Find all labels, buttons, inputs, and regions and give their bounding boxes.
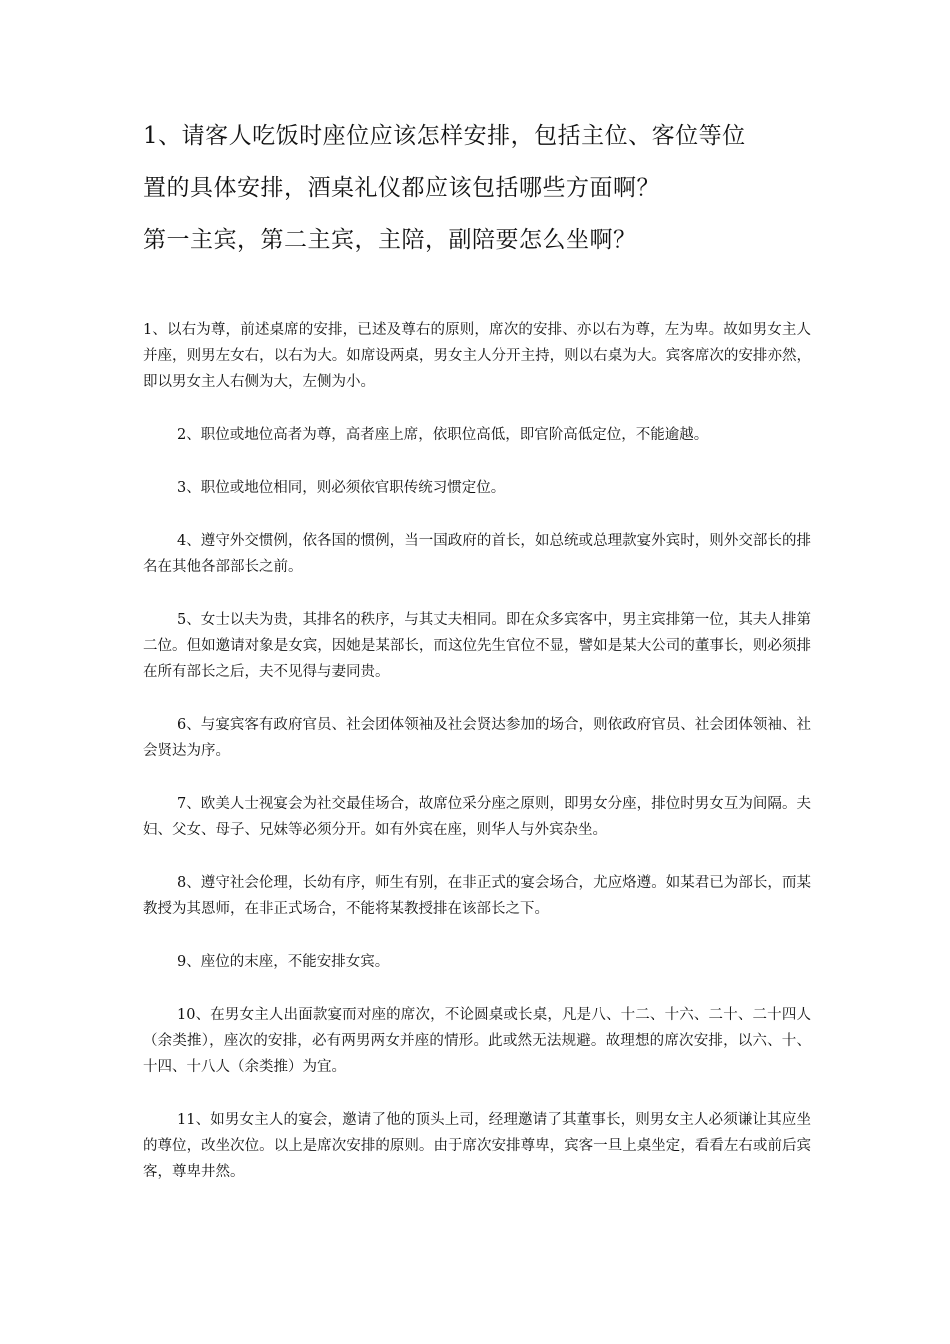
rule-paragraph-8: 8、遵守社会伦理，长幼有序，师生有别，在非正式的宴会场合，尤应烙遵。如某君已为部长，而某教授为其恩师，在非正式场合，不能将某教授排在该部长之下。	[143, 875, 811, 917]
rule-paragraph-9: 9、座位的末座，不能安排女宾。	[177, 954, 390, 970]
rule-paragraph-5: 5、女士以夫为贵，其排名的秩序，与其丈夫相同。即在众多宾客中，男主宾排第一位，其夫人排第二位。但如邀请对象是女宾，因她是某部长，而这位先生官位不显，譬如是某大公司的董事长，则必须排在所有部长之后，夫不见得与妻同贵。	[143, 612, 811, 680]
heading-line: 1、请客人吃饭时座位应该怎样安排，包括主位、客位等位	[143, 123, 746, 149]
rule-paragraph-11: 11、如男女主人的宴会，邀请了他的顶头上司，经理邀请了其董事长，则男女主人必须谦让其应坐的尊位，改坐次位。以上是席次安排的原则。由于席次安排尊卑，宾客一旦上桌坐定，看看左右或前后宾客，尊卑井然。	[143, 1112, 811, 1180]
heading-line: 置的具体安排，酒桌礼仪都应该包括哪些方面啊？	[143, 175, 660, 201]
rule-paragraph-6: 6、与宴宾客有政府官员、社会团体领袖及社会贤达参加的场合，则依政府官员、社会团体领袖、社会贤达为序。	[143, 717, 811, 759]
rule-paragraph-10: 10、在男女主人出面款宴而对座的席次，不论圆桌或长桌，凡是八、十二、十六、二十、二十四人（余类推），座次的安排，必有两男两女并座的情形。此或然无法规避。故理想的席次安排，以六、十、十四、十八人（余类推）为宜。	[143, 1007, 811, 1075]
heading-line: 第一主宾，第二主宾，主陪，副陪要怎么坐啊？	[143, 227, 637, 253]
question-heading	[143, 110, 823, 266]
rule-paragraph-4: 4、遵守外交惯例，依各国的惯例，当一国政府的首长，如总统或总理款宴外宾时，则外交部长的排名在其他各部部长之前。	[143, 533, 811, 575]
rule-paragraph-2: 2、职位或地位高者为尊，高者座上席，依职位高低，即官阶高低定位，不能逾越。	[177, 427, 709, 443]
rule-paragraph-3: 3、职位或地位相同，则必须依官职传统习惯定位。	[177, 480, 506, 496]
rule-paragraph-7: 7、欧美人士视宴会为社交最佳场合，故席位采分座之原则，即男女分座，排位时男女互为间隔。夫妇、父女、母子、兄妹等必须分开。如有外宾在座，则华人与外宾杂坐。	[143, 796, 811, 838]
answer-body	[143, 317, 811, 1212]
rule-paragraph-1: 1、以右为尊，前述桌席的安排，已述及尊右的原则，席次的安排、亦以右为尊，左为卑。故如男女主人并座，则男左女右，以右为大。如席设两桌，男女主人分开主持，则以右桌为大。宾客席次的安排亦然，即以男女主人右侧为大，左侧为小。	[143, 322, 811, 390]
